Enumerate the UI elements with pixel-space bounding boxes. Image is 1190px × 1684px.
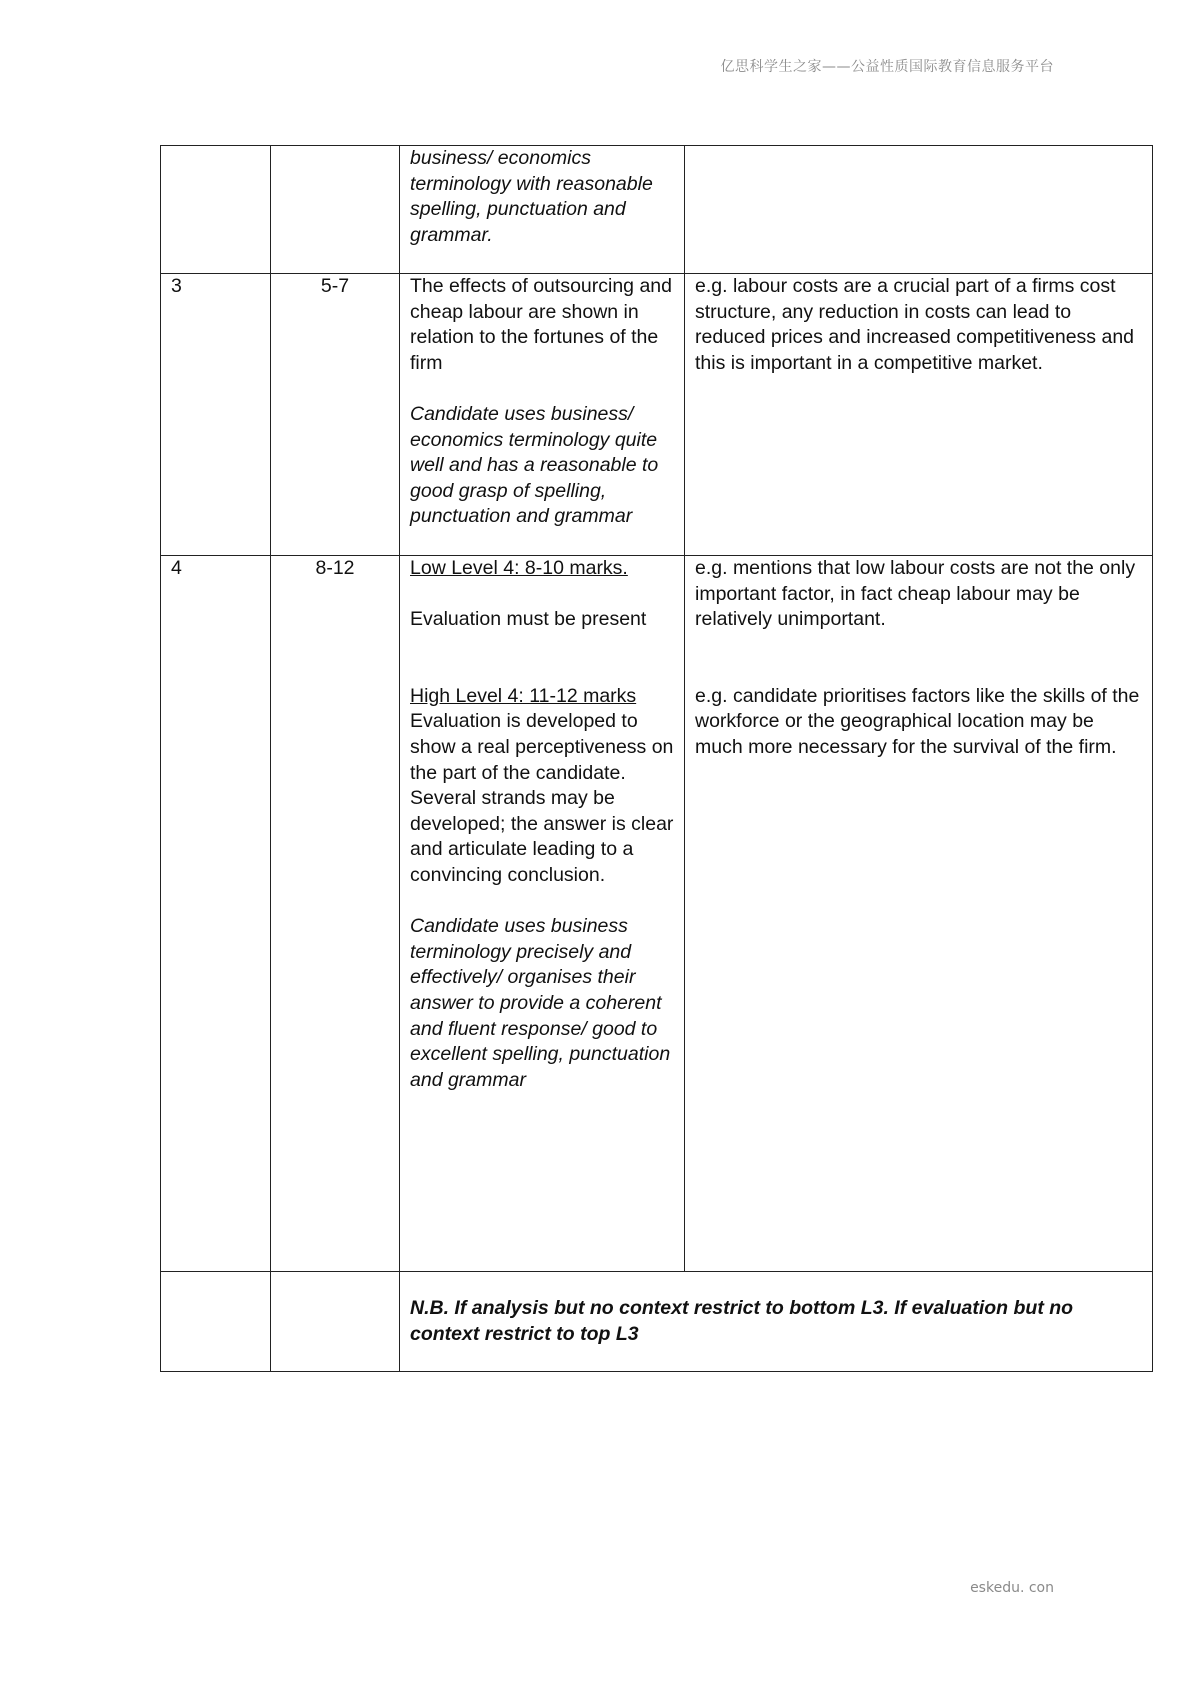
example-cell xyxy=(685,556,1153,1272)
level-cell: 3 xyxy=(161,274,271,556)
marks-cell: 5-7 xyxy=(271,274,400,556)
low-level-heading: Low Level 4: 8-10 marks. xyxy=(410,557,628,579)
example-cell xyxy=(685,274,1153,556)
descriptor-cell xyxy=(400,556,685,1272)
marks-cell xyxy=(271,1272,400,1372)
table-row xyxy=(161,146,1153,274)
marks-cell xyxy=(271,146,400,274)
descriptor-cell xyxy=(400,274,685,556)
page-footer: eskedu. con xyxy=(970,1580,1054,1596)
page-header: 亿思科学生之家——公益性质国际教育信息服务平台 xyxy=(720,59,1054,75)
example-text: e.g. candidate prioritises factors like the skills of the workforce or the geographical location may be much more necessary for the survival of the firm. xyxy=(695,684,1140,758)
mark-scheme-table xyxy=(160,145,1153,1372)
table-row xyxy=(161,1272,1153,1372)
table-row xyxy=(161,556,1153,1272)
example-text: e.g. labour costs are a crucial part of a firms cost structure, any reduction in costs can lead to reduced prices and increased competitiveness and this is important in a competitive market. xyxy=(695,275,1135,374)
descriptor-italic: Candidate uses business terminology precisely and effectively/ organises their answer to provide a coherent and fluent response/ good to excellent spelling, punctuation and grammar xyxy=(410,915,671,1091)
level-cell: 4 xyxy=(161,556,271,1272)
example-text: e.g. mentions that low labour costs are not the only important factor, in fact cheap labour may be relatively unimportant. xyxy=(695,557,1136,631)
low-level-text: Evaluation must be present xyxy=(410,608,647,631)
high-level-heading: High Level 4: 11-12 marks xyxy=(410,684,637,707)
table-row xyxy=(161,274,1153,556)
marks-cell: 8-12 xyxy=(271,556,400,1272)
descriptor-italic: business/ economics terminology with reasonable spelling, punctuation and grammar. xyxy=(410,147,653,246)
example-cell xyxy=(685,146,1153,274)
level-cell xyxy=(161,1272,271,1372)
descriptor-cell xyxy=(400,146,685,274)
level-cell xyxy=(161,146,271,274)
note-cell: N.B. If analysis but no context restrict to bottom L3. If evaluation but no context restrict to top L3 xyxy=(400,1272,1153,1372)
descriptor-text: The effects of outsourcing and cheap labour are shown in relation to the fortunes of the firm xyxy=(410,275,672,374)
descriptor-italic: Candidate uses business/ economics terminology quite well and has a reasonable to good grasp of spelling, punctuation and grammar xyxy=(410,402,659,528)
high-level-text: Evaluation is developed to show a real perceptiveness on the part of the candidate. Several strands may be developed; the answer is clear and articulate leading to a convincing conclusion. xyxy=(410,710,674,886)
